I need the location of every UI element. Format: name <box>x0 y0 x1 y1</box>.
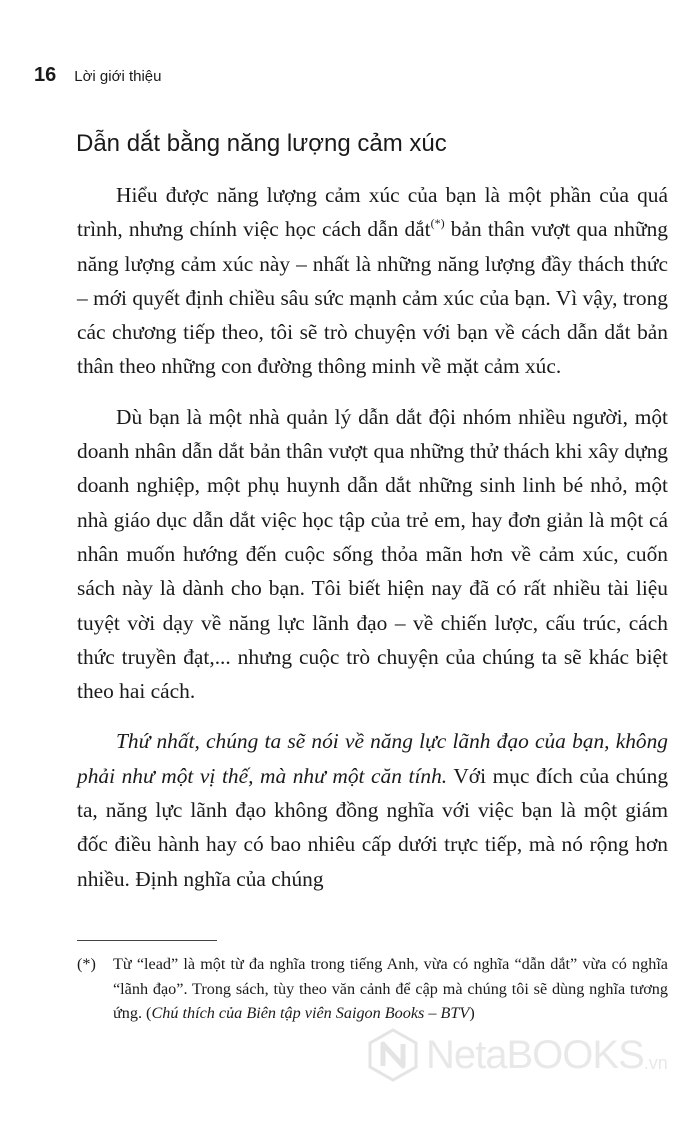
footnote-marker: (*) <box>77 955 96 973</box>
paragraph-1 <box>77 178 668 384</box>
paragraph-1-text-b: bản thân vượt qua những năng lượng cảm xúc này – nhất là những năng lượng đầy thách thức – mới quyết định chiều sâu sức mạnh cảm xúc của bạn. Vì vậy, trong các chương tiếp theo, tôi sẽ trò chuyện với bạn về cách dẫn dắt bản thân theo những con đường thông minh về mặt cảm xúc. <box>77 217 668 379</box>
running-title: Lời giới thiệu <box>74 68 162 85</box>
body-text <box>77 178 668 912</box>
paragraph-3-text: Với mục đích của chúng ta, năng lực lãnh đạo không đồng nghĩa với việc bạn là một giám đốc điều hành hay có bao nhiêu cấp dưới trực tiếp, mà nó rộng hơn nhiều. Định nghĩa của chúng <box>77 763 669 891</box>
paragraph-3 <box>77 724 668 895</box>
footnote-text <box>113 952 668 1026</box>
paragraph-3-italic: Thứ nhất, chúng ta sẽ nói về năng lực lãnh đạo của bạn, không phải như một vị thế, mà như một căn tính. <box>77 729 668 788</box>
footnote-italic: Chú thích của Biên tập viên Saigon Books – BTV <box>151 1004 470 1022</box>
paragraph-2: Dù bạn là một nhà quản lý dẫn dắt đội nhóm nhiều người, một doanh nhân dẫn dắt bản thân vượt qua những thử thách khi xây dựng doanh nghiệp, một phụ huynh dẫn dắt những sinh linh bé nhỏ, một nhà giáo dục dẫn dắt việc học tập của trẻ em, hay đơn giản là một cá nhân muốn hướng đến cuộc sống thỏa mãn hơn về cảm xúc, cuốn sách này là dành cho bạn. Tôi biết hiện nay đã có rất nhiều tài liệu tuyệt vời dạy về năng lực lãnh đạo – về chiến lược, cấu trúc, cách thức truyền đạt,... nhưng cuộc trò chuyện của chúng ta sẽ khác biệt theo hai cách. <box>77 404 668 704</box>
footnote-reference[interactable]: (*) <box>430 216 445 231</box>
watermark-text: NetaBOOKS <box>426 1032 644 1077</box>
footnote <box>77 952 668 1026</box>
footnote-divider <box>77 940 217 941</box>
running-head <box>34 64 161 87</box>
watermark <box>366 1028 668 1082</box>
section-title: Dẫn dắt bằng năng lượng cảm xúc <box>76 130 447 157</box>
footnote-text-b: ) <box>469 1004 475 1022</box>
watermark-suffix: .vn <box>643 1053 668 1073</box>
netabooks-logo-icon <box>366 1028 420 1082</box>
paragraph-1-text-a: Hiểu được năng lượng cảm xúc của bạn là một phần của quá trình, nhưng chính việc học cách dẫn dắt <box>77 183 668 242</box>
page-number: 16 <box>34 64 57 86</box>
footnote-text-a: Từ “lead” là một từ đa nghĩa trong tiếng Anh, vừa có nghĩa “dẫn dắt” vừa có nghĩa “lãnh đạo”. Trong sách, tùy theo văn cảnh để cập mà chúng tôi sẽ dùng nghĩa tương ứng. ( <box>113 955 668 1022</box>
